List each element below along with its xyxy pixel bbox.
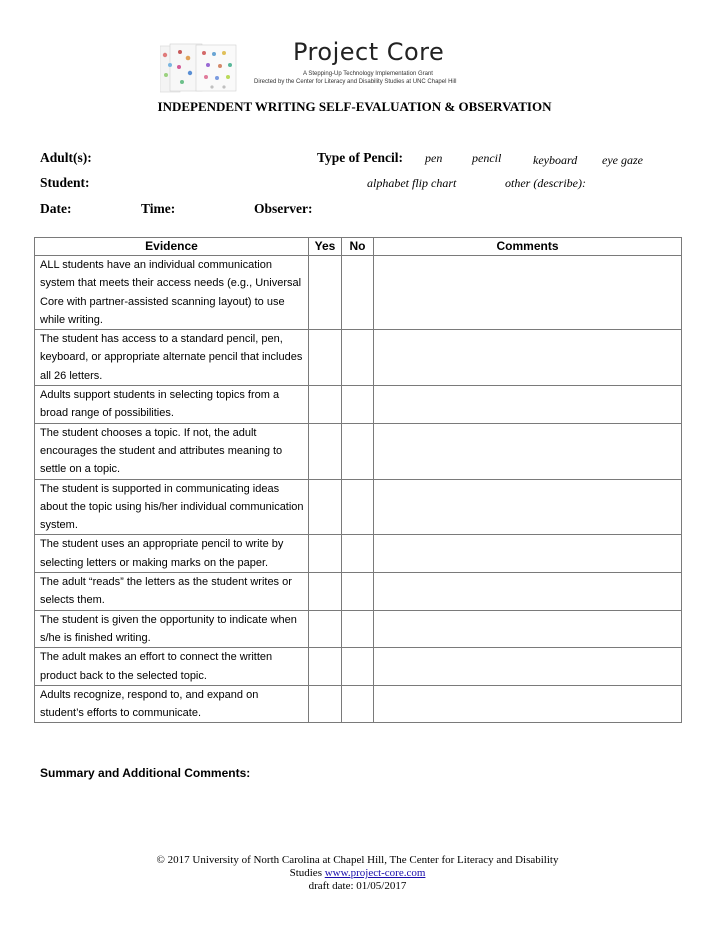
logo-thumbnail-image [160, 43, 238, 93]
no-cell[interactable] [342, 423, 374, 479]
table-row [35, 256, 682, 330]
time-label: Time: [141, 201, 176, 216]
evidence-cell: Adults recognize, respond to, and expand on student’s efforts to communicate. [35, 685, 309, 723]
footer-studies-text: Studies [289, 867, 322, 879]
no-cell[interactable] [342, 479, 374, 535]
evidence-cell: ALL students have an individual communication system that meets their access needs (e.g., Universal Core with partner-assisted scanning layout) to use while writing. [35, 256, 309, 330]
yes-cell[interactable] [309, 685, 342, 723]
document-title: INDEPENDENT WRITING SELF-EVALUATION & OBSERVATION [157, 99, 552, 114]
student-label: Student: [40, 175, 90, 190]
comments-cell[interactable] [374, 423, 682, 479]
comments-cell[interactable] [374, 256, 682, 330]
footer-draft-date: draft date: 01/05/2017 [308, 880, 407, 892]
evidence-cell: The student is given the opportunity to indicate when s/he is finished writing. [35, 610, 309, 648]
pencil-option-keyboard: keyboard [533, 153, 578, 167]
no-cell[interactable] [342, 610, 374, 648]
pencil-option-other: other (describe): [505, 176, 586, 190]
yes-cell[interactable] [309, 423, 342, 479]
pencil-option-pencil: pencil [472, 151, 502, 165]
comments-cell[interactable] [374, 610, 682, 648]
comments-cell[interactable] [374, 648, 682, 686]
table-row [35, 648, 682, 686]
evidence-cell: Adults support students in selecting topics from a broad range of possibilities. [35, 386, 309, 424]
observer-label: Observer: [254, 201, 313, 216]
logo-subtitle-1: A Stepping-Up Technology Implementation Grant [303, 71, 433, 77]
table-row [35, 330, 682, 386]
table-row [35, 610, 682, 648]
table-row [35, 479, 682, 535]
header-evidence: Evidence [35, 238, 309, 256]
table-row [35, 535, 682, 573]
summary-label: Summary and Additional Comments: [40, 766, 251, 780]
pencil-option-eye-gaze: eye gaze [602, 153, 643, 167]
no-cell[interactable] [342, 648, 374, 686]
header-no: No [342, 238, 374, 256]
table-row [35, 386, 682, 424]
header-yes: Yes [309, 238, 342, 256]
yes-cell[interactable] [309, 256, 342, 330]
table-row [35, 685, 682, 723]
no-cell[interactable] [342, 330, 374, 386]
evidence-cell: The adult makes an effort to connect the written product back to the selected topic. [35, 648, 309, 686]
table-row [35, 573, 682, 611]
date-label: Date: [40, 201, 72, 216]
table-header-row [35, 238, 682, 256]
evidence-table [34, 237, 682, 723]
evidence-cell: The student uses an appropriate pencil to write by selecting letters or making marks on the paper. [35, 535, 309, 573]
comments-cell[interactable] [374, 330, 682, 386]
yes-cell[interactable] [309, 573, 342, 611]
comments-cell[interactable] [374, 685, 682, 723]
table-row [35, 423, 682, 479]
adults-label: Adult(s): [40, 150, 92, 165]
header-comments: Comments [374, 238, 682, 256]
evidence-cell: The adult “reads” the letters as the student writes or selects them. [35, 573, 309, 611]
pencil-option-alphabet-flip-chart: alphabet flip chart [367, 176, 457, 190]
comments-cell[interactable] [374, 386, 682, 424]
pencil-type-label: Type of Pencil: [317, 150, 403, 165]
logo-title: Project Core [293, 38, 445, 66]
pencil-option-pen: pen [425, 151, 443, 165]
no-cell[interactable] [342, 386, 374, 424]
no-cell[interactable] [342, 573, 374, 611]
comments-cell[interactable] [374, 535, 682, 573]
evidence-cell: The student is supported in communicating ideas about the topic using his/her individual communication system. [35, 479, 309, 535]
logo-subtitle-2: Directed by the Center for Literacy and Disability Studies at UNC Chapel Hill [254, 79, 457, 85]
footer-website-link[interactable]: www.project-core.com [324, 867, 426, 879]
no-cell[interactable] [342, 535, 374, 573]
comments-cell[interactable] [374, 479, 682, 535]
yes-cell[interactable] [309, 386, 342, 424]
evidence-cell: The student has access to a standard pencil, pen, keyboard, or appropriate alternate pencil that includes all 26 letters. [35, 330, 309, 386]
yes-cell[interactable] [309, 479, 342, 535]
yes-cell[interactable] [309, 535, 342, 573]
yes-cell[interactable] [309, 330, 342, 386]
footer [0, 854, 709, 893]
footer-line-2 [0, 867, 709, 880]
comments-cell[interactable] [374, 573, 682, 611]
yes-cell[interactable] [309, 648, 342, 686]
no-cell[interactable] [342, 256, 374, 330]
yes-cell[interactable] [309, 610, 342, 648]
footer-copyright: © 2017 University of North Carolina at Chapel Hill, The Center for Literacy and Disability [156, 854, 559, 866]
evidence-cell: The student chooses a topic. If not, the adult encourages the student and attributes meaning to settle on a topic. [35, 423, 309, 479]
no-cell[interactable] [342, 685, 374, 723]
